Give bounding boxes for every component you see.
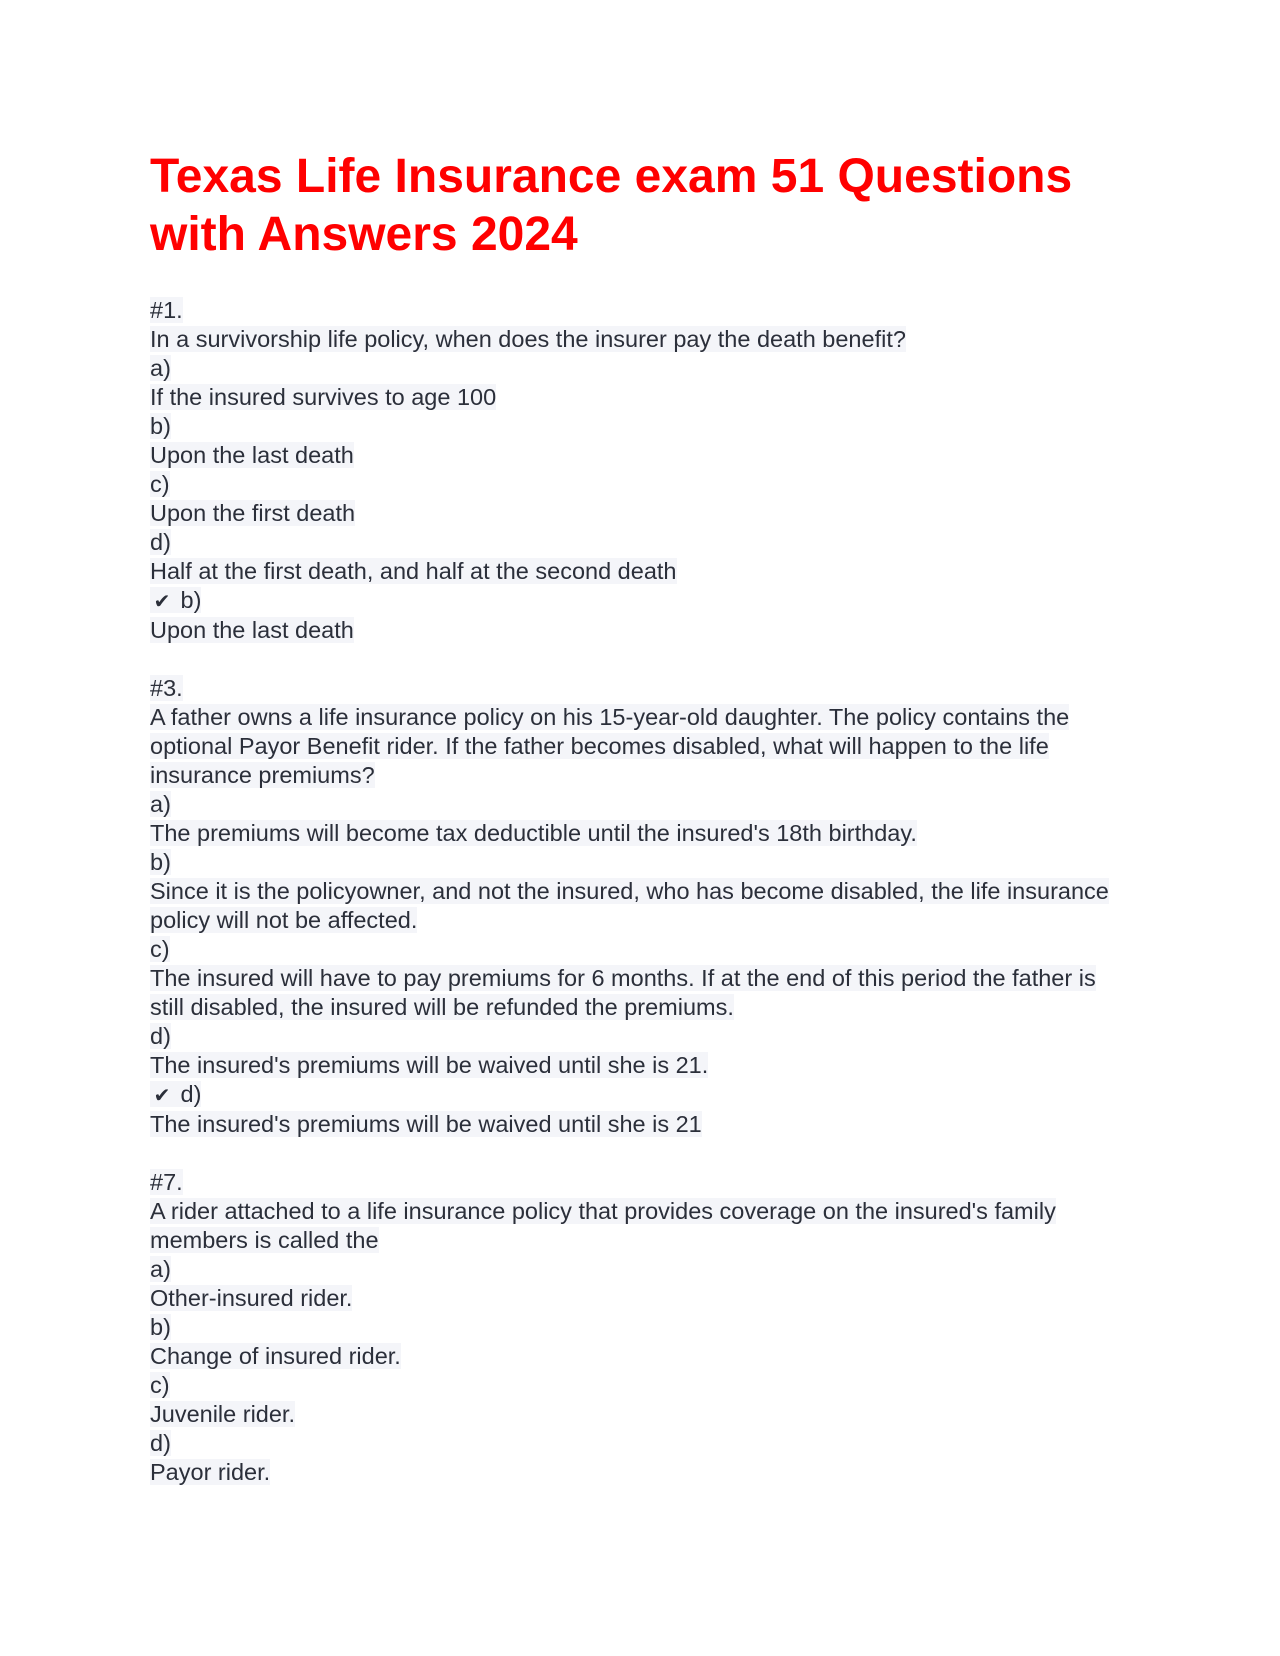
answer-letter: b) [180, 587, 202, 613]
option-text: Upon the last death [150, 442, 354, 468]
question-7 [150, 1168, 1130, 1487]
option-text: Half at the first death, and half at the second death [150, 558, 677, 584]
option-text: The insured's premiums will be waived until she is 21. [150, 1052, 709, 1078]
question-list [150, 296, 1130, 1487]
option-text: Upon the first death [150, 500, 356, 526]
answer-line [150, 1081, 201, 1107]
option-text: Other-insured rider. [150, 1285, 353, 1311]
question-number: #1. [150, 297, 183, 323]
option-text: Change of insured rider. [150, 1343, 401, 1369]
question-1 [150, 296, 1130, 645]
question-3 [150, 674, 1130, 1139]
option-text: The insured will have to pay premiums for 6 months. If at the end of this period the father is still disabled, the insured will be refunded the premiums. [150, 965, 1096, 1020]
checkmark-icon: ✔ [153, 589, 171, 613]
option-text: Since it is the policyowner, and not the insured, who has become disabled, the life insurance policy will not be affected. [150, 878, 1109, 933]
option-letter: a) [150, 355, 171, 381]
answer-text: The insured's premiums will be waived until she is 21 [150, 1111, 702, 1137]
option-letter: b) [150, 413, 171, 439]
option-letter: a) [150, 1256, 171, 1282]
document-title: Texas Life Insurance exam 51 Questions with Answers 2024 [150, 150, 1073, 261]
option-letter: d) [150, 1430, 171, 1456]
answer-letter: d) [180, 1081, 202, 1107]
question-number: #7. [150, 1169, 183, 1195]
document-page [150, 148, 1130, 1516]
option-letter: a) [150, 791, 171, 817]
option-text: Payor rider. [150, 1459, 271, 1485]
option-text: Juvenile rider. [150, 1401, 295, 1427]
option-letter: d) [150, 1023, 171, 1049]
question-text: In a survivorship life policy, when does the insurer pay the death benefit? [150, 326, 906, 352]
option-letter: b) [150, 1314, 171, 1340]
answer-line [150, 587, 201, 613]
option-letter: c) [150, 1372, 170, 1398]
checkmark-icon: ✔ [153, 1083, 171, 1107]
option-letter: b) [150, 849, 171, 875]
question-number: #3. [150, 675, 183, 701]
option-letter: d) [150, 529, 171, 555]
answer-text: Upon the last death [150, 617, 354, 643]
option-letter: c) [150, 471, 170, 497]
question-text: A rider attached to a life insurance policy that provides coverage on the insured's family members is called the [150, 1198, 1056, 1253]
option-text: If the insured survives to age 100 [150, 384, 497, 410]
question-text: A father owns a life insurance policy on his 15-year-old daughter. The policy contains the optional Payor Benefit rider. If the father becomes disabled, what will happen to the life insurance premiums? [150, 704, 1070, 788]
option-text: The premiums will become tax deductible until the insured's 18th birthday. [150, 820, 917, 846]
option-letter: c) [150, 936, 170, 962]
